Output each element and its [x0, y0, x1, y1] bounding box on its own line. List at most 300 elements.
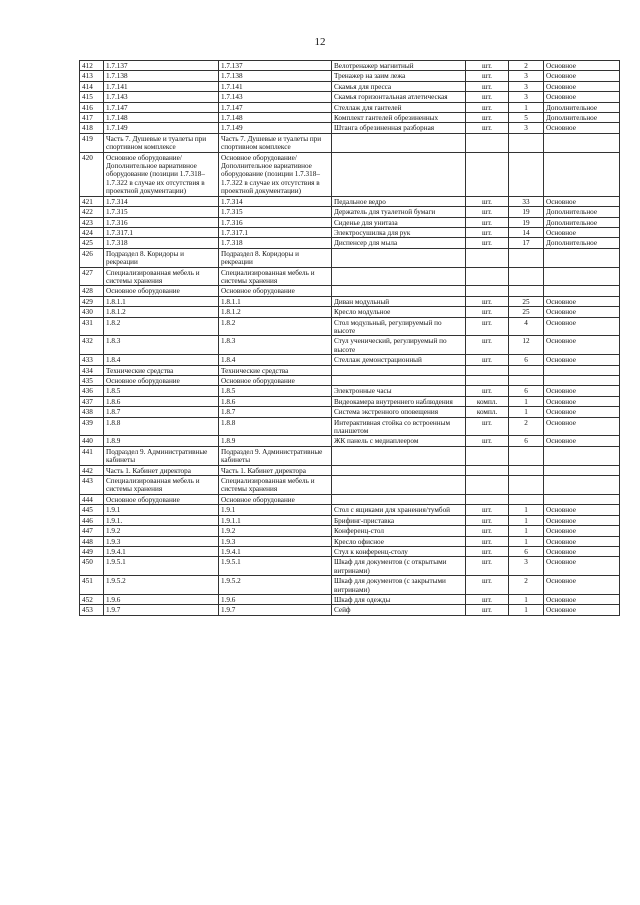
table-row	[80, 92, 620, 102]
unit-cell: шт.	[466, 123, 509, 133]
table-row	[80, 196, 620, 206]
code-cell: Основное оборудование	[104, 286, 219, 296]
table-row	[80, 407, 620, 417]
code-cell: 1.8.1.1	[104, 296, 219, 306]
equipment-type-cell	[544, 152, 620, 196]
equipment-type-cell: Основное	[544, 386, 620, 396]
quantity-cell: 4	[509, 317, 544, 336]
item-name-cell: Скамья горизонтальная атлетическая	[332, 92, 466, 102]
equipment-type-cell	[544, 248, 620, 267]
code-cell-2: Часть 7. Душевые и туалеты при спортивном комплексе	[219, 133, 332, 152]
item-name-cell: Видеокамера внутреннего наблюдения	[332, 396, 466, 406]
table-row	[80, 605, 620, 615]
code-cell: 1.7.316	[104, 217, 219, 227]
row-number-cell: 450	[80, 557, 104, 576]
item-name-cell: Кресло офисное	[332, 536, 466, 546]
code-cell-2: 1.9.7	[219, 605, 332, 615]
equipment-type-cell: Основное	[544, 81, 620, 91]
equipment-type-cell	[544, 494, 620, 504]
row-number-cell: 435	[80, 376, 104, 386]
quantity-cell: 1	[509, 396, 544, 406]
code-cell-2: 1.7.316	[219, 217, 332, 227]
table-row	[80, 113, 620, 123]
item-name-cell: Шкаф для документов (с закрытыми витринами)	[332, 576, 466, 595]
unit-cell: шт.	[466, 92, 509, 102]
quantity-cell: 19	[509, 217, 544, 227]
table-row	[80, 81, 620, 91]
table-row	[80, 336, 620, 355]
item-name-cell: Сейф	[332, 605, 466, 615]
code-cell: 1.7.143	[104, 92, 219, 102]
table-row	[80, 296, 620, 306]
quantity-cell	[509, 267, 544, 286]
item-name-cell: Комплект гантелей обрезиненных	[332, 113, 466, 123]
table-row	[80, 152, 620, 196]
quantity-cell: 3	[509, 92, 544, 102]
code-cell: 1.8.3	[104, 336, 219, 355]
code-cell: Технические средства	[104, 365, 219, 375]
item-name-cell: Шкаф для документов (с открытыми витринами)	[332, 557, 466, 576]
unit-cell	[466, 465, 509, 475]
code-cell-2: Подраздел 8. Коридоры и рекреации	[219, 248, 332, 267]
table-row	[80, 307, 620, 317]
table-row	[80, 494, 620, 504]
item-name-cell: Электронные часы	[332, 386, 466, 396]
code-cell-2: 1.7.148	[219, 113, 332, 123]
code-cell: 1.8.4	[104, 355, 219, 365]
code-cell: Основное оборудование	[104, 494, 219, 504]
quantity-cell: 25	[509, 307, 544, 317]
code-cell-2: Основное оборудование	[219, 286, 332, 296]
equipment-type-cell: Основное	[544, 71, 620, 81]
code-cell-2: 1.8.9	[219, 436, 332, 446]
table-row	[80, 446, 620, 465]
row-number-cell: 451	[80, 576, 104, 595]
unit-cell: шт.	[466, 317, 509, 336]
row-number-cell: 420	[80, 152, 104, 196]
item-name-cell: Держатель для туалетной бумаги	[332, 207, 466, 217]
quantity-cell: 1	[509, 605, 544, 615]
equipment-type-cell: Основное	[544, 526, 620, 536]
quantity-cell: 6	[509, 386, 544, 396]
quantity-cell: 1	[509, 102, 544, 112]
code-cell: 1.9.5.1	[104, 557, 219, 576]
code-cell-2: 1.8.6	[219, 396, 332, 406]
row-number-cell: 445	[80, 505, 104, 515]
table-row	[80, 557, 620, 576]
equipment-type-cell: Дополнительное	[544, 217, 620, 227]
unit-cell: шт.	[466, 386, 509, 396]
quantity-cell	[509, 446, 544, 465]
equipment-type-cell: Основное	[544, 417, 620, 436]
quantity-cell: 14	[509, 227, 544, 237]
code-cell: 1.7.138	[104, 71, 219, 81]
code-cell-2: 1.7.147	[219, 102, 332, 112]
unit-cell: шт.	[466, 355, 509, 365]
unit-cell	[466, 133, 509, 152]
code-cell-2: 1.8.4	[219, 355, 332, 365]
item-name-cell: Система экстренного оповещения	[332, 407, 466, 417]
quantity-cell	[509, 152, 544, 196]
equipment-type-cell: Основное	[544, 546, 620, 556]
code-cell: 1.7.149	[104, 123, 219, 133]
code-cell: 1.8.6	[104, 396, 219, 406]
row-number-cell: 447	[80, 526, 104, 536]
equipment-type-cell: Основное	[544, 536, 620, 546]
unit-cell: шт.	[466, 238, 509, 248]
unit-cell: шт.	[466, 102, 509, 112]
code-cell: Специализированная мебель и системы хранения	[104, 267, 219, 286]
table-row	[80, 417, 620, 436]
code-cell: 1.7.318	[104, 238, 219, 248]
table-row	[80, 526, 620, 536]
code-cell: 1.8.2	[104, 317, 219, 336]
row-number-cell: 436	[80, 386, 104, 396]
table-row	[80, 207, 620, 217]
equipment-type-cell: Основное	[544, 594, 620, 604]
row-number-cell: 426	[80, 248, 104, 267]
table-row	[80, 102, 620, 112]
unit-cell: шт.	[466, 436, 509, 446]
table-row	[80, 365, 620, 375]
equipment-type-cell: Основное	[544, 307, 620, 317]
unit-cell	[466, 248, 509, 267]
item-name-cell	[332, 465, 466, 475]
item-name-cell: Стул ученический, регулируемый по высоте	[332, 336, 466, 355]
unit-cell	[466, 286, 509, 296]
equipment-type-cell: Основное	[544, 296, 620, 306]
quantity-cell: 1	[509, 515, 544, 525]
table-row	[80, 536, 620, 546]
item-name-cell	[332, 365, 466, 375]
code-cell-2: Основное оборудование	[219, 494, 332, 504]
quantity-cell	[509, 365, 544, 375]
row-number-cell: 448	[80, 536, 104, 546]
quantity-cell: 25	[509, 296, 544, 306]
quantity-cell	[509, 494, 544, 504]
equipment-type-cell: Дополнительное	[544, 238, 620, 248]
quantity-cell	[509, 476, 544, 495]
code-cell: Часть 7. Душевые и туалеты при спортивном комплексе	[104, 133, 219, 152]
equipment-type-cell: Дополнительное	[544, 113, 620, 123]
quantity-cell: 2	[509, 576, 544, 595]
row-number-cell: 446	[80, 515, 104, 525]
equipment-type-cell	[544, 465, 620, 475]
code-cell-2: 1.8.5	[219, 386, 332, 396]
code-cell-2: 1.9.5.2	[219, 576, 332, 595]
table-row	[80, 436, 620, 446]
row-number-cell: 416	[80, 102, 104, 112]
code-cell-2: Технические средства	[219, 365, 332, 375]
equipment-type-cell: Основное	[544, 227, 620, 237]
quantity-cell	[509, 465, 544, 475]
row-number-cell: 417	[80, 113, 104, 123]
code-cell: 1.9.1.	[104, 515, 219, 525]
item-name-cell: Штанга обрезиненная разборная	[332, 123, 466, 133]
equipment-type-cell	[544, 267, 620, 286]
quantity-cell	[509, 248, 544, 267]
code-cell-2: 1.7.318	[219, 238, 332, 248]
code-cell: 1.8.1.2	[104, 307, 219, 317]
table-row	[80, 123, 620, 133]
item-name-cell: Диван модульный	[332, 296, 466, 306]
code-cell: 1.7.141	[104, 81, 219, 91]
unit-cell: шт.	[466, 71, 509, 81]
code-cell: 1.8.9	[104, 436, 219, 446]
item-name-cell	[332, 476, 466, 495]
unit-cell: шт.	[466, 227, 509, 237]
table-row	[80, 376, 620, 386]
code-cell: Основное оборудование/Дополнительное вариативное оборудование (позиции 1.7.318–1.7.322 в случае их отсутствия в проектной документации)	[104, 152, 219, 196]
quantity-cell: 12	[509, 336, 544, 355]
table-row	[80, 267, 620, 286]
quantity-cell	[509, 286, 544, 296]
item-name-cell	[332, 494, 466, 504]
row-number-cell: 437	[80, 396, 104, 406]
unit-cell: шт.	[466, 536, 509, 546]
equipment-type-cell: Основное	[544, 407, 620, 417]
equipment-type-cell: Дополнительное	[544, 102, 620, 112]
code-cell-2: 1.8.1.1	[219, 296, 332, 306]
code-cell-2: Часть 1. Кабинет директора	[219, 465, 332, 475]
code-cell-2: 1.7.138	[219, 71, 332, 81]
unit-cell	[466, 365, 509, 375]
unit-cell: компл.	[466, 407, 509, 417]
equipment-type-cell: Основное	[544, 576, 620, 595]
quantity-cell: 19	[509, 207, 544, 217]
code-cell-2: Основное оборудование	[219, 376, 332, 386]
quantity-cell: 3	[509, 557, 544, 576]
row-number-cell: 412	[80, 61, 104, 71]
item-name-cell: Стул к конференц-столу	[332, 546, 466, 556]
equipment-type-cell: Основное	[544, 61, 620, 71]
equipment-type-cell	[544, 446, 620, 465]
table-row	[80, 476, 620, 495]
item-name-cell: Сиденье для унитаза	[332, 217, 466, 227]
row-number-cell: 428	[80, 286, 104, 296]
unit-cell: шт.	[466, 605, 509, 615]
code-cell: Основное оборудование	[104, 376, 219, 386]
code-cell-2: 1.9.4.1	[219, 546, 332, 556]
item-name-cell: Кресло модульное	[332, 307, 466, 317]
row-number-cell: 442	[80, 465, 104, 475]
quantity-cell: 6	[509, 436, 544, 446]
item-name-cell: Тренажер на заим лежа	[332, 71, 466, 81]
quantity-cell: 2	[509, 417, 544, 436]
code-cell-2: Основное оборудование/Дополнительное вариативное оборудование (позиции 1.7.318–1.7.322 в случае их отсутствия в проектной документации)	[219, 152, 332, 196]
item-name-cell	[332, 133, 466, 152]
equipment-type-cell: Основное	[544, 505, 620, 515]
table-row	[80, 386, 620, 396]
equipment-type-cell: Основное	[544, 196, 620, 206]
code-cell-2: 1.8.1.2	[219, 307, 332, 317]
table-row	[80, 355, 620, 365]
item-name-cell: Велотренажер магнитный	[332, 61, 466, 71]
code-cell-2: 1.8.8	[219, 417, 332, 436]
quantity-cell: 6	[509, 546, 544, 556]
code-cell: Специализированная мебель и системы хранения	[104, 476, 219, 495]
code-cell: 1.7.314	[104, 196, 219, 206]
row-number-cell: 438	[80, 407, 104, 417]
code-cell-2: 1.7.143	[219, 92, 332, 102]
item-name-cell: Конференц-стол	[332, 526, 466, 536]
quantity-cell: 1	[509, 526, 544, 536]
code-cell: 1.9.5.2	[104, 576, 219, 595]
quantity-cell: 5	[509, 113, 544, 123]
table-row	[80, 515, 620, 525]
row-number-cell: 444	[80, 494, 104, 504]
table-row	[80, 286, 620, 296]
quantity-cell: 6	[509, 355, 544, 365]
row-number-cell: 431	[80, 317, 104, 336]
row-number-cell: 427	[80, 267, 104, 286]
code-cell: Подраздел 9. Административные кабинеты	[104, 446, 219, 465]
code-cell-2: 1.9.6	[219, 594, 332, 604]
table-row	[80, 317, 620, 336]
item-name-cell	[332, 267, 466, 286]
item-name-cell	[332, 248, 466, 267]
item-name-cell: Диспенсер для мыла	[332, 238, 466, 248]
code-cell-2: 1.7.137	[219, 61, 332, 71]
table-row	[80, 546, 620, 556]
row-number-cell: 452	[80, 594, 104, 604]
item-name-cell: Стеллаж демонстрационный	[332, 355, 466, 365]
row-number-cell: 443	[80, 476, 104, 495]
row-number-cell: 449	[80, 546, 104, 556]
item-name-cell: Педальное ведро	[332, 196, 466, 206]
unit-cell: шт.	[466, 61, 509, 71]
code-cell-2: 1.9.5.1	[219, 557, 332, 576]
code-cell-2: 1.9.2	[219, 526, 332, 536]
table-row	[80, 217, 620, 227]
code-cell: 1.7.317.1	[104, 227, 219, 237]
equipment-type-cell	[544, 133, 620, 152]
code-cell: 1.7.137	[104, 61, 219, 71]
code-cell-2: Специализированная мебель и системы хранения	[219, 476, 332, 495]
quantity-cell: 33	[509, 196, 544, 206]
quantity-cell: 3	[509, 81, 544, 91]
unit-cell	[466, 152, 509, 196]
table-row	[80, 465, 620, 475]
code-cell-2: 1.8.3	[219, 336, 332, 355]
equipment-type-cell	[544, 476, 620, 495]
quantity-cell: 1	[509, 505, 544, 515]
code-cell-2: Подраздел 9. Административные кабинеты	[219, 446, 332, 465]
code-cell-2: 1.7.315	[219, 207, 332, 217]
equipment-type-cell: Основное	[544, 605, 620, 615]
row-number-cell: 421	[80, 196, 104, 206]
table-row	[80, 71, 620, 81]
unit-cell: шт.	[466, 576, 509, 595]
row-number-cell: 453	[80, 605, 104, 615]
equipment-type-cell: Основное	[544, 336, 620, 355]
quantity-cell: 3	[509, 123, 544, 133]
code-cell: Часть 1. Кабинет директора	[104, 465, 219, 475]
quantity-cell	[509, 376, 544, 386]
code-cell: Подраздел 8. Коридоры и рекреации	[104, 248, 219, 267]
item-name-cell: ЖК панель с медиаплеером	[332, 436, 466, 446]
unit-cell: шт.	[466, 594, 509, 604]
quantity-cell: 1	[509, 594, 544, 604]
equipment-type-cell: Основное	[544, 92, 620, 102]
row-number-cell: 422	[80, 207, 104, 217]
row-number-cell: 415	[80, 92, 104, 102]
unit-cell: шт.	[466, 217, 509, 227]
item-name-cell	[332, 376, 466, 386]
code-cell: 1.9.1	[104, 505, 219, 515]
table-row	[80, 248, 620, 267]
row-number-cell: 441	[80, 446, 104, 465]
item-name-cell: Электросушилка для рук	[332, 227, 466, 237]
code-cell: 1.7.148	[104, 113, 219, 123]
row-number-cell: 433	[80, 355, 104, 365]
item-name-cell: Стол с ящиками для хранения/тумбой	[332, 505, 466, 515]
code-cell: 1.7.147	[104, 102, 219, 112]
item-name-cell: Шкаф для одежды	[332, 594, 466, 604]
unit-cell: шт.	[466, 515, 509, 525]
row-number-cell: 424	[80, 227, 104, 237]
unit-cell	[466, 494, 509, 504]
table-row	[80, 227, 620, 237]
quantity-cell: 2	[509, 61, 544, 71]
code-cell-2: 1.8.7	[219, 407, 332, 417]
unit-cell: шт.	[466, 526, 509, 536]
code-cell: 1.8.8	[104, 417, 219, 436]
code-cell-2: 1.9.3	[219, 536, 332, 546]
item-name-cell	[332, 286, 466, 296]
row-number-cell: 434	[80, 365, 104, 375]
row-number-cell: 419	[80, 133, 104, 152]
item-name-cell	[332, 446, 466, 465]
equipment-type-cell	[544, 286, 620, 296]
code-cell: 1.8.5	[104, 386, 219, 396]
equipment-table	[79, 60, 620, 616]
code-cell: 1.8.7	[104, 407, 219, 417]
row-number-cell: 430	[80, 307, 104, 317]
equipment-type-cell: Основное	[544, 515, 620, 525]
code-cell-2: 1.7.141	[219, 81, 332, 91]
code-cell-2: 1.9.1	[219, 505, 332, 515]
item-name-cell: Стол модульный, регулируемый по высоте	[332, 317, 466, 336]
code-cell-2: 1.8.2	[219, 317, 332, 336]
unit-cell: шт.	[466, 336, 509, 355]
row-number-cell: 418	[80, 123, 104, 133]
unit-cell: шт.	[466, 546, 509, 556]
unit-cell: компл.	[466, 396, 509, 406]
unit-cell	[466, 267, 509, 286]
quantity-cell: 1	[509, 536, 544, 546]
code-cell: 1.9.6	[104, 594, 219, 604]
quantity-cell: 17	[509, 238, 544, 248]
row-number-cell: 423	[80, 217, 104, 227]
unit-cell: шт.	[466, 207, 509, 217]
item-name-cell: Скамья для пресса	[332, 81, 466, 91]
unit-cell: шт.	[466, 113, 509, 123]
equipment-type-cell: Основное	[544, 396, 620, 406]
page-number: 12	[314, 36, 326, 48]
quantity-cell	[509, 133, 544, 152]
unit-cell: шт.	[466, 417, 509, 436]
item-name-cell	[332, 152, 466, 196]
unit-cell: шт.	[466, 196, 509, 206]
row-number-cell: 439	[80, 417, 104, 436]
equipment-type-cell: Дополнительное	[544, 207, 620, 217]
table-row	[80, 61, 620, 71]
code-cell-2: 1.7.317.1	[219, 227, 332, 237]
equipment-type-cell	[544, 365, 620, 375]
unit-cell: шт.	[466, 307, 509, 317]
code-cell: 1.9.7	[104, 605, 219, 615]
